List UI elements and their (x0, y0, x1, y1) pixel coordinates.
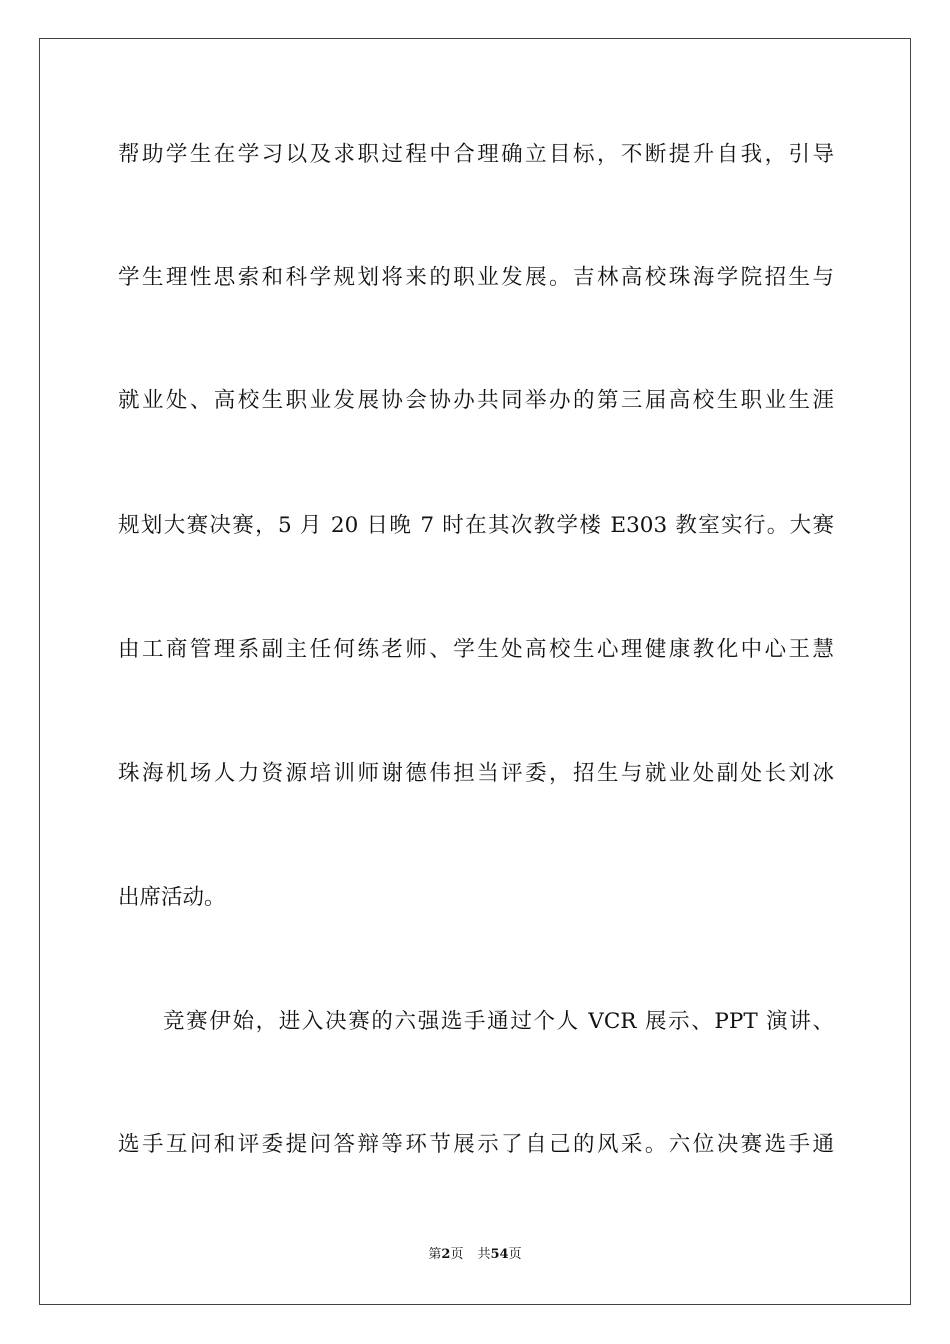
body-line-7: 出席活动。 (118, 885, 226, 910)
body-line-3: 就业处、高校生职业发展协会协办共同举办的第三届高校生职业生涯 (118, 388, 834, 413)
total-prefix: 共 (477, 1247, 491, 1262)
body-line-1: 帮助学生在学习以及求职过程中合理确立目标，不断提升自我，引导 (118, 142, 834, 167)
page-number-footer (0, 1246, 950, 1264)
page-suffix: 页 (450, 1247, 464, 1262)
page-prefix: 第 (428, 1247, 442, 1262)
page-frame (39, 38, 911, 1305)
current-page-number: 2 (441, 1247, 451, 1262)
body-line-4: 规划大赛决赛，5 月 20 日晚 7 时在其次教学楼 E303 教室实行。大赛 (118, 513, 834, 538)
body-line-9: 选手互问和评委提问答辩等环节展示了自己的风采。六位决赛选手通 (118, 1132, 834, 1157)
body-line-8: 竞赛伊始，进入决赛的六强选手通过个人 VCR 展示、PPT 演讲、 (163, 1009, 834, 1034)
total-page-count: 54 (490, 1247, 509, 1262)
body-line-5: 由工商管理系副主任何练老师、学生处高校生心理健康教化中心王慧 (118, 637, 834, 662)
body-line-6: 珠海机场人力资源培训师谢德伟担当评委，招生与就业处副处长刘冰 (118, 761, 834, 786)
body-line-2: 学生理性思索和科学规划将来的职业发展。吉林高校珠海学院招生与 (118, 265, 834, 290)
total-suffix: 页 (508, 1247, 522, 1262)
